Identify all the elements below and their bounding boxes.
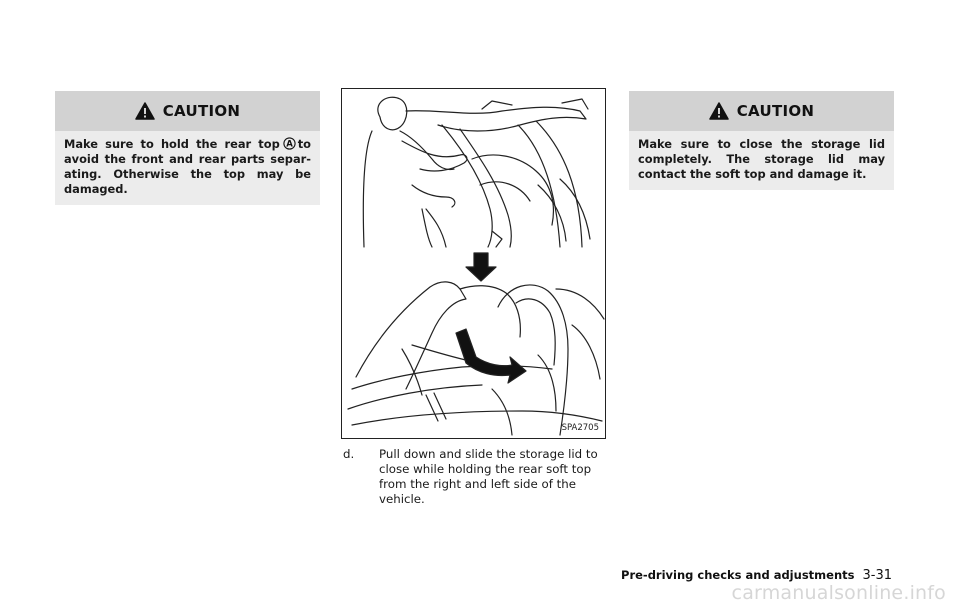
- person-head: [378, 97, 407, 130]
- warning-triangle-icon: [135, 102, 155, 120]
- caution-title: CAUTION: [162, 102, 241, 120]
- watermark: carmanualsonline.info: [731, 582, 946, 604]
- section-title: Pre-driving checks and adjustments: [621, 568, 855, 582]
- page-footer: [621, 568, 892, 583]
- pull-arrow-icon: [456, 329, 526, 383]
- caution-header: [55, 91, 320, 131]
- svg-text:A: A: [285, 139, 293, 150]
- warning-triangle-icon: [709, 102, 729, 120]
- illustration-figure: [341, 88, 606, 439]
- caution-text: Make sure to hold the rear top A to avoid the front and rear parts separating. Otherwise the top may be damaged.: [55, 131, 320, 205]
- down-arrow-icon: [466, 253, 496, 281]
- soft-top-illustration: [342, 89, 605, 438]
- page-number: 3-31: [862, 568, 892, 583]
- step-label: d.: [343, 447, 355, 461]
- caution-text: Make sure to close the storage lid completely. The storage lid may contact the soft top and damage it.: [629, 131, 894, 190]
- rear-top-lower: [356, 282, 466, 389]
- caution-title: CAUTION: [736, 102, 815, 120]
- step-text: Pull down and slide the storage lid to close while holding the rear soft top from the right and left side of the vehicle.: [379, 447, 598, 506]
- rear-top-upper: [406, 107, 586, 131]
- caution-box-left: [55, 91, 320, 205]
- caution-box-right: [629, 91, 894, 190]
- step-d: [343, 447, 611, 507]
- figure-code: SPA2705: [561, 423, 599, 433]
- caution-header: [629, 91, 894, 131]
- circled-letter-icon: [283, 137, 296, 150]
